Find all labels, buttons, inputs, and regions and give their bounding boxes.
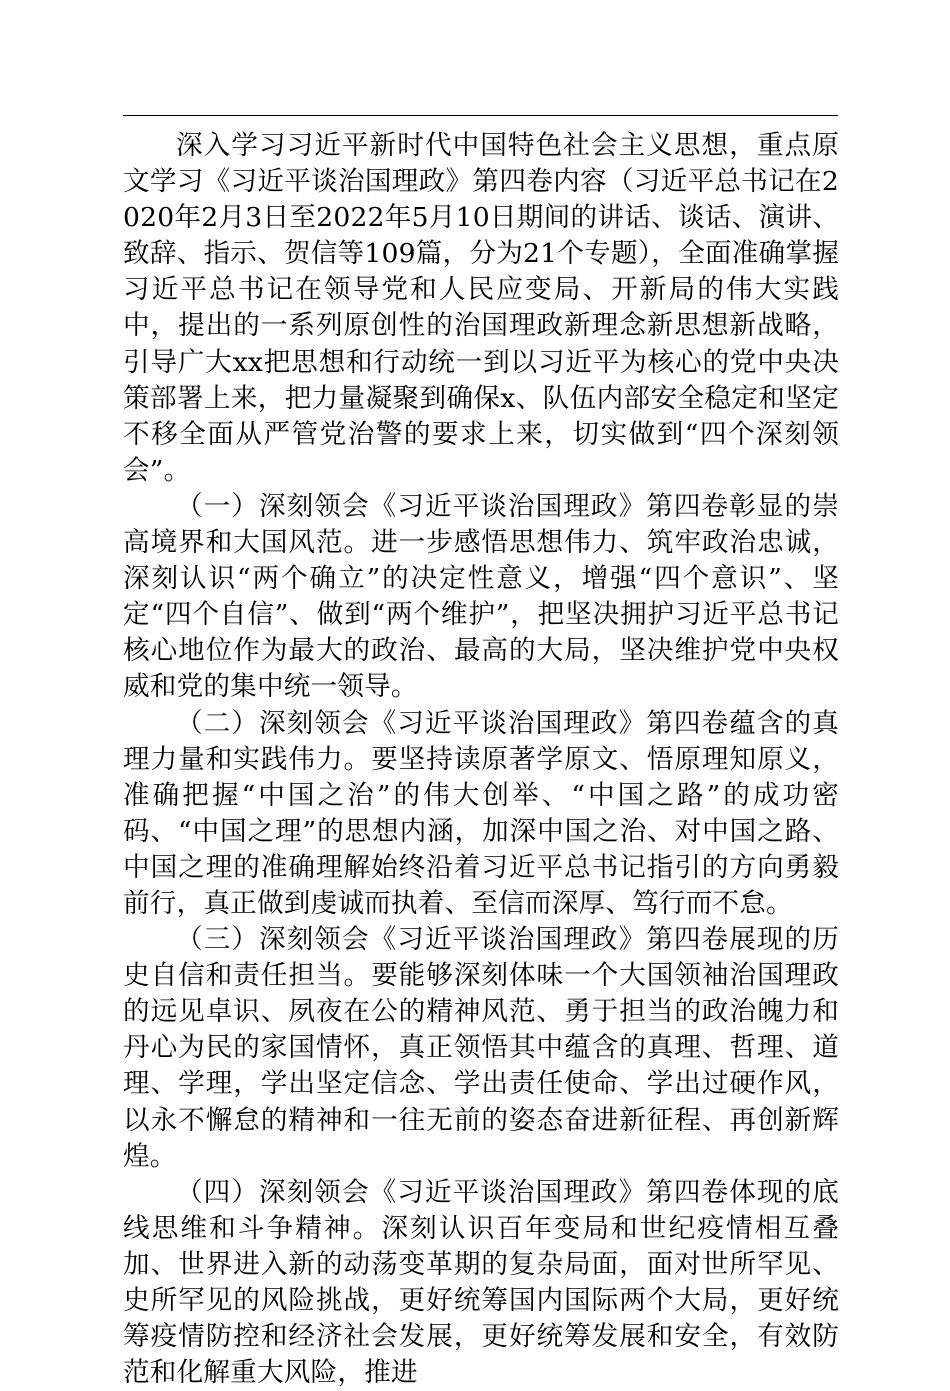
paragraph-intro: 深入学习习近平新时代中国特色社会主义思想，重点原文学习《习近平谈治国理政》第四卷内容（习近平总书记在2020年2月3日至2022年5月10日期间的讲话、谈话、演讲、致辞、指示、贺信等109篇，分为21个专题），全面准确掌握习近平总书记在领导党和人民应变局、开新局的伟大实践中，提出的一系列原创性的治国理政新理念新思想新战略，引导广大xx把思想和行动统一到以习近平为核心的党中央决策部署上来，把力量凝聚到确保x、队伍内部安全稳定和坚定不移全面从严管党治警的要求上来，切实做到“四个深刻领会”。 <box>123 130 839 486</box>
paragraph-section-1: （一）深刻领会《习近平谈治国理政》第四卷彰显的崇高境界和大国风范。进一步感悟思想伟力、筑牢政治忠诚，深刻认识“两个确立”的决定性意义，增强“四个意识”、坚定“四个自信”、做到“两个维护”，把坚决拥护习近平总书记核心地位作为最大的政治、最高的大局，坚决维护党中央权威和党的集中统一领导。 <box>123 490 839 703</box>
body-text <box>123 128 839 1391</box>
paragraph-section-4: （四）深刻领会《习近平谈治国理政》第四卷体现的底线思维和斗争精神。深刻认识百年变局和世纪疫情相互叠加、世界进入新的动荡变革期的复杂局面，面对世所罕见、史所罕见的风险挑战，更好统筹国内国际两个大局，更好统筹疫情防控和经济社会发展，更好统筹发展和安全，有效防范和化解重大风险，推进 <box>123 1176 839 1389</box>
header-rule <box>123 115 838 116</box>
paragraph-section-3: （三）深刻领会《习近平谈治国理政》第四卷展现的历史自信和责任担当。要能够深刻体味一个大国领袖治国理政的远见卓识、夙夜在公的精神风范、勇于担当的政治魄力和丹心为民的家国情怀，真正领悟其中蕴含的真理、哲理、道理、学理，学出坚定信念、学出责任使命、学出过硬作风，以永不懈怠的精神和一往无前的姿态奋进新征程、再创新辉煌。 <box>123 924 839 1172</box>
paragraph-section-2: （二）深刻领会《习近平谈治国理政》第四卷蕴含的真理力量和实践伟力。要坚持读原著学原文、悟原理知原义，准确把握“中国之治”的伟大创举、“中国之路”的成功密码、“中国之理”的思想内涵，加深中国之治、对中国之路、中国之理的准确理解始终沿着习近平总书记指引的方向勇毅前行，真正做到虔诚而执着、至信而深厚、笃行而不怠。 <box>123 707 839 919</box>
